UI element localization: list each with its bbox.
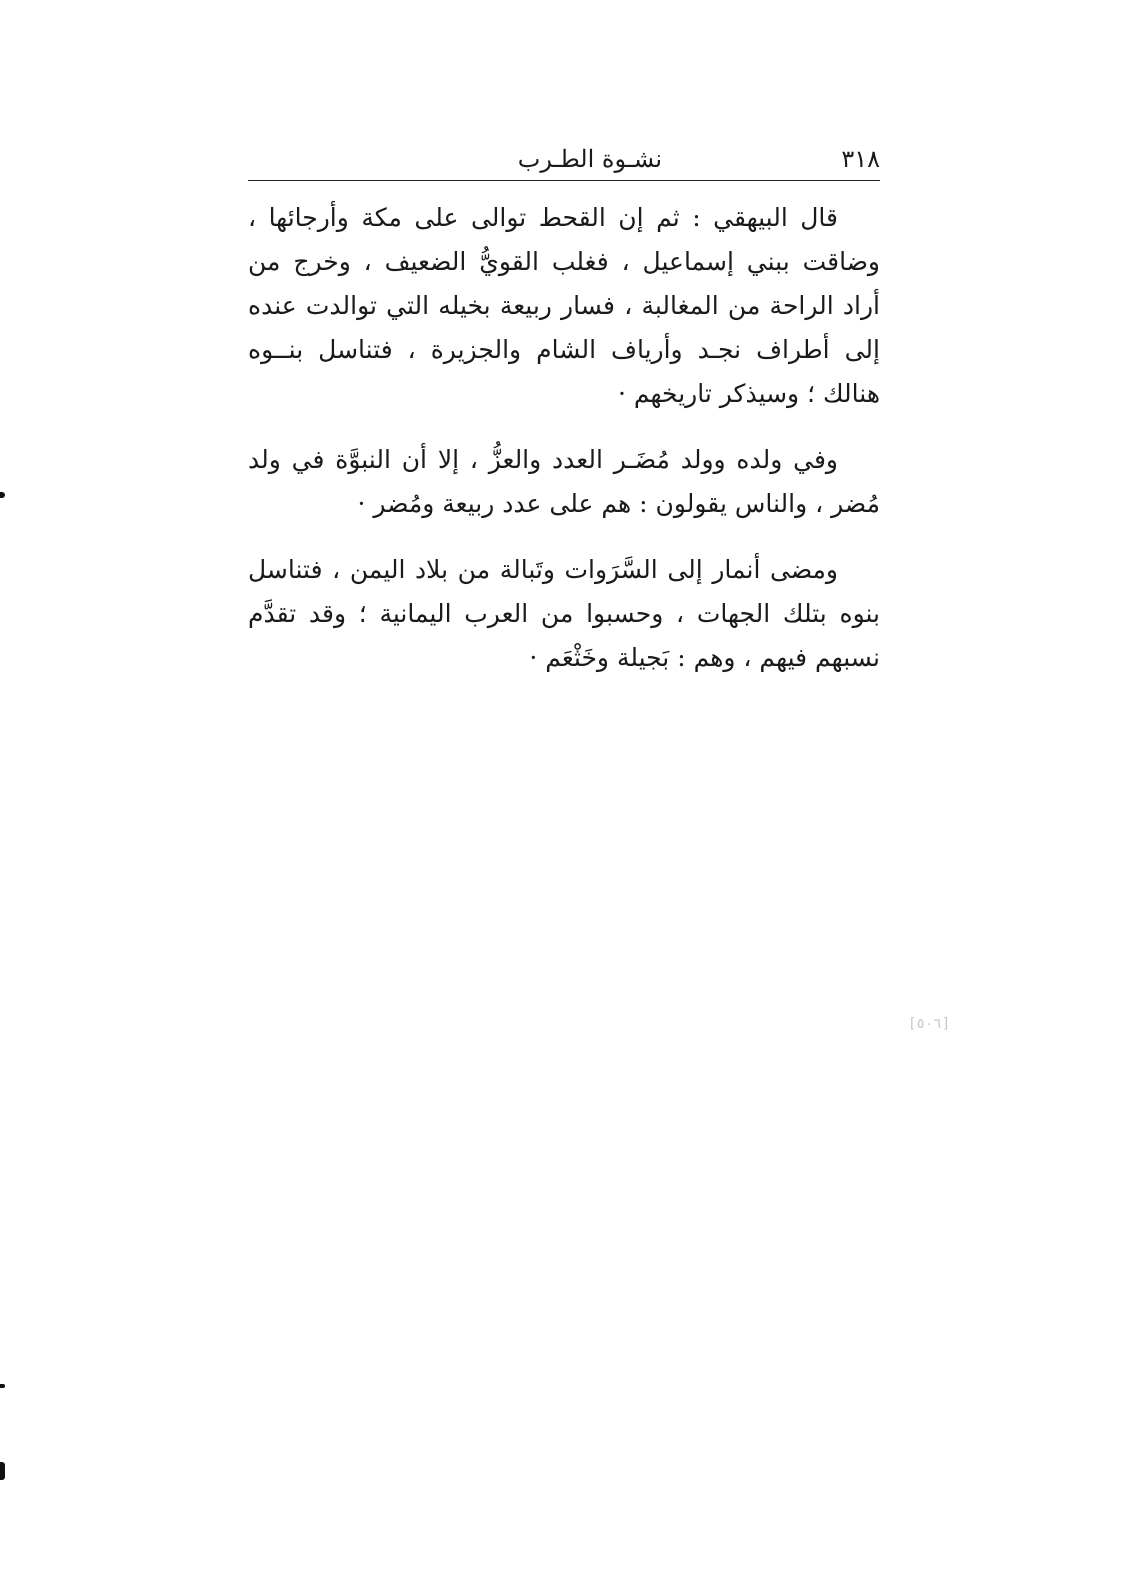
faded-stamp: [٥٠٦] — [908, 1016, 951, 1032]
margin-mark — [0, 1384, 5, 1388]
paragraph-3: ومضى أنمار إلى السَّرَوات وتَبالة من بلاد اليمن ، فتناسل بنوه بتلك الجهات ، وحسبوا من العرب اليمانية ؛ وقد تقدَّم نسبهم فيهم ، وهم : بَجيلة وخَثْعَم · — [248, 555, 880, 672]
page-number: ٣١٨ — [841, 145, 880, 173]
body-text — [248, 196, 880, 680]
margin-mark — [0, 492, 5, 498]
running-header — [248, 140, 880, 180]
header-rule — [248, 180, 880, 181]
margin-mark — [0, 1462, 5, 1480]
book-title: نشـوة الطـرب — [517, 145, 662, 173]
paragraph-1: قال البيهقي : ثم إن القحط توالى على مكة وأرجائها ، وضاقت ببني إسماعيل ، فغلب القويُّ الضعيف ، وخرج من أراد الراحة من المغالبة ، فسار ربيعة بخيله التي توالدت عنده إلى أطراف نجـد وأرياف الشام والجزيرة ، فتناسل بنــوه هنالك ؛ وسيذكر تاريخهم · — [248, 203, 880, 408]
paragraph-2: وفي ولده وولد مُضَـر العدد والعزُّ ، إلا أن النبوَّة في ولد مُضر ، والناس يقولون : هم على عدد ربيعة ومُضر · — [248, 445, 880, 518]
